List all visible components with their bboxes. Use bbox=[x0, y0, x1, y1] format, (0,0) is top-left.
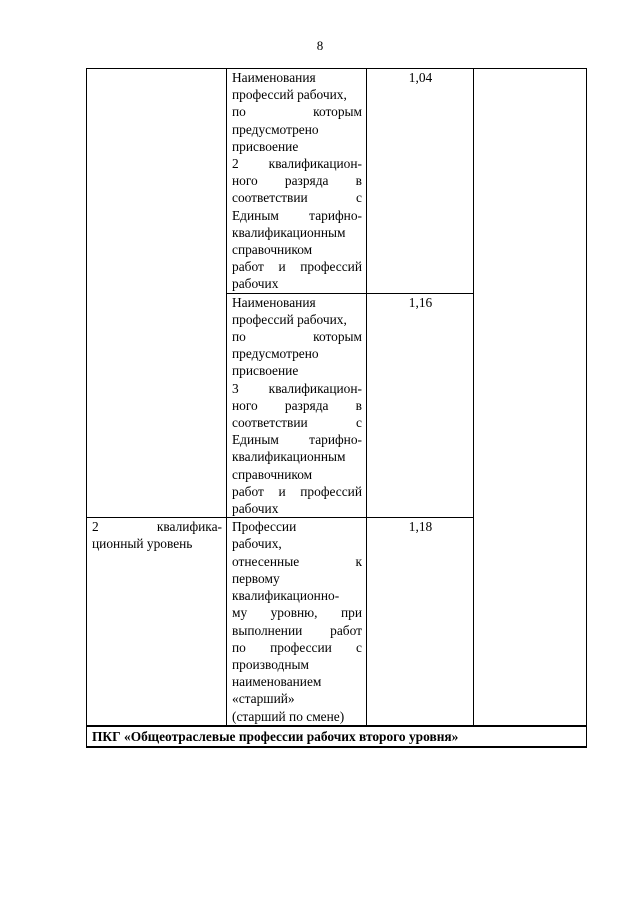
qualification-level-line: ционный уровень bbox=[92, 536, 193, 552]
profession-line: квалификационным bbox=[232, 449, 346, 465]
qualification-level-cell-empty bbox=[87, 69, 227, 518]
profession-line: Единым тарифно- bbox=[232, 207, 362, 223]
profession-cell bbox=[227, 69, 367, 294]
coefficient-cell: 1,16 bbox=[367, 293, 474, 518]
coefficient-cell: 1,04 bbox=[367, 69, 474, 294]
profession-line: первому bbox=[232, 570, 280, 586]
table-row bbox=[87, 69, 587, 294]
qualification-level-line: 2 квалифика- bbox=[92, 519, 222, 535]
profession-line: Единым тарифно- bbox=[232, 432, 362, 448]
profession-line: присвоение bbox=[232, 363, 299, 379]
profession-line: му уровню, при bbox=[232, 605, 362, 621]
qualification-level-cell bbox=[87, 518, 227, 726]
profession-line: отнесенные к bbox=[232, 553, 362, 569]
profession-line: ного разряда в bbox=[232, 397, 362, 413]
profession-line: по которым bbox=[232, 329, 362, 345]
profession-line: ного разряда в bbox=[232, 173, 362, 189]
profession-line: 2 квалификацион- bbox=[232, 156, 362, 172]
profession-line: выполнении работ bbox=[232, 622, 362, 638]
profession-line: профессий рабочих, bbox=[232, 311, 347, 327]
profession-cell bbox=[227, 518, 367, 726]
profession-line: рабочих, bbox=[232, 536, 282, 552]
profession-line: Наименования bbox=[232, 294, 316, 310]
profession-line: профессий рабочих, bbox=[232, 87, 347, 103]
profession-line: рабочих bbox=[232, 276, 279, 292]
page-number: 8 bbox=[316, 38, 324, 53]
group-heading: ПКГ «Общеотраслевые профессии рабочих второго уровня» bbox=[87, 726, 587, 747]
profession-line: справочником bbox=[232, 466, 313, 482]
profession-cell bbox=[227, 293, 367, 518]
empty-cell bbox=[474, 69, 587, 726]
profession-line: производным bbox=[232, 656, 310, 672]
profession-line: работ и профессий bbox=[232, 259, 362, 275]
profession-line: (старший по смене) bbox=[232, 708, 345, 724]
profession-line: Профессии bbox=[232, 519, 297, 535]
profession-line: 3 квалификацион- bbox=[232, 380, 362, 396]
salary-table bbox=[86, 68, 587, 748]
profession-line: наименованием bbox=[232, 674, 322, 690]
profession-line: присвоение bbox=[232, 138, 299, 154]
table-row bbox=[87, 726, 587, 747]
profession-line: рабочих bbox=[232, 501, 279, 517]
coefficient-cell: 1,18 bbox=[367, 518, 474, 726]
profession-line: работ и профессий bbox=[232, 483, 362, 499]
profession-line: соответствии с bbox=[232, 415, 362, 431]
profession-line: Наименования bbox=[232, 70, 316, 85]
profession-line: соответствии с bbox=[232, 190, 362, 206]
profession-line: предусмотрено bbox=[232, 121, 319, 137]
profession-line: «старший» bbox=[232, 691, 295, 707]
profession-line: квалификационно- bbox=[232, 588, 340, 604]
profession-line: предусмотрено bbox=[232, 346, 319, 362]
profession-line: по которым bbox=[232, 104, 362, 120]
profession-line: по профессии с bbox=[232, 639, 362, 655]
profession-line: квалификационным bbox=[232, 224, 346, 240]
profession-line: справочником bbox=[232, 242, 313, 258]
